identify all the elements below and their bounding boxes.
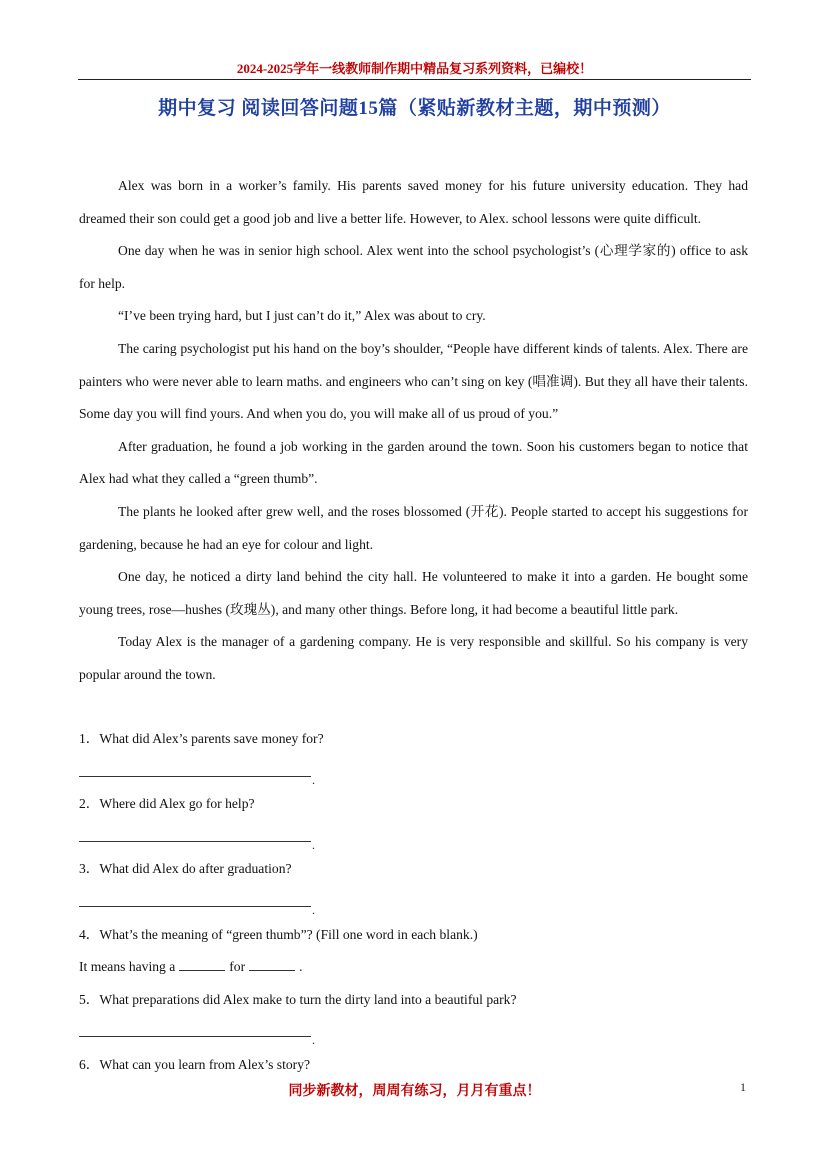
question-number: 1． <box>79 731 100 746</box>
question-text: What’s the meaning of “green thumb”? (Fill one word in each blank.) <box>99 926 478 942</box>
passage-paragraph: One day, he noticed a dirty land behind the city hall. He volunteered to make it into a garden. He bought some young trees, rose—hushes (玫瑰丛), and many other things. Before long, it had become a beautiful little park. <box>79 569 748 617</box>
fill-prefix: It means having a <box>79 959 176 975</box>
fill-end: . <box>299 959 303 975</box>
passage-paragraph: The caring psychologist put his hand on the boy’s shoulder, “People have different kinds of talents. Alex. There are painters who were never able to learn maths. and engineers who can’t sing on key (唱准调). But they all have their talents. Some day you will find yours. And when you do, you will make all of us proud of you.” <box>79 340 748 422</box>
passage-paragraph: “I’ve been trying hard, but I just can’t do it,” Alex was about to cry. <box>118 308 486 324</box>
page-title: 期中复习 阅读回答问题15篇（紧贴新教材主题，期中预测） <box>158 98 671 119</box>
question-list <box>79 723 748 1082</box>
question-number: 2． <box>79 796 100 812</box>
answer-line-end: . <box>312 902 315 917</box>
answer-line-end: . <box>312 837 315 852</box>
passage-paragraph: After graduation, he found a job working in the garden around the town. Soon his customers began to notice that Alex had what they called a “green thumb”. <box>79 438 748 487</box>
question-text: What did Alex’s parents save money for? <box>99 731 324 746</box>
fill-blank-1[interactable] <box>179 958 225 971</box>
header-banner: 2024-2025学年一线教师制作期中精品复习系列资料，已编校！ <box>236 61 593 76</box>
reading-passage <box>79 170 748 692</box>
passage-paragraph: Alex was born in a worker’s family. His parents saved money for his future university education. They had dreamed their son could get a good job and live a better life. However, to Alex. school lessons were quite difficult. <box>79 178 748 226</box>
question-number: 6． <box>79 1056 100 1072</box>
question-number: 3． <box>79 861 100 877</box>
answer-line-5[interactable] <box>79 1016 748 1049</box>
answer-line-1[interactable] <box>79 756 748 789</box>
answer-line-end: . <box>312 1033 315 1048</box>
question-number: 4． <box>79 926 100 942</box>
page-number: 1 <box>740 1080 746 1094</box>
question-6 <box>79 1049 748 1082</box>
question-text: Where did Alex go for help? <box>99 796 255 812</box>
answer-line-end: . <box>312 772 315 787</box>
passage-paragraph: The plants he looked after grew well, and the roses blossomed (开花). People started to accept his suggestions for gardening, because he had an eye for colour and light. <box>79 503 748 552</box>
question-2 <box>79 788 748 821</box>
footer-slogan: 同步新教材，周周有练习，月月有重点！ <box>288 1084 541 1099</box>
question-3 <box>79 853 748 886</box>
header-divider <box>78 79 751 80</box>
question-number: 5． <box>79 991 100 1007</box>
question-4 <box>79 919 748 952</box>
answer-line-3[interactable] <box>79 886 748 919</box>
fill-in-sentence <box>79 951 748 984</box>
question-text: What can you learn from Alex’s story? <box>99 1056 311 1072</box>
fill-middle: for <box>229 959 246 975</box>
passage-paragraph: One day when he was in senior high school. Alex went into the school psychologist’s (心理学家的) office to ask for help. <box>79 243 748 291</box>
fill-blank-2[interactable] <box>249 958 295 971</box>
question-text: What preparations did Alex make to turn the dirty land into a beautiful park? <box>99 991 517 1007</box>
question-text: What did Alex do after graduation? <box>99 861 292 877</box>
question-5 <box>79 984 748 1017</box>
passage-paragraph: Today Alex is the manager of a gardening company. He is very responsible and skillful. So his company is very popular around the town. <box>79 634 748 682</box>
answer-line-2[interactable] <box>79 821 748 854</box>
question-1 <box>79 723 748 756</box>
